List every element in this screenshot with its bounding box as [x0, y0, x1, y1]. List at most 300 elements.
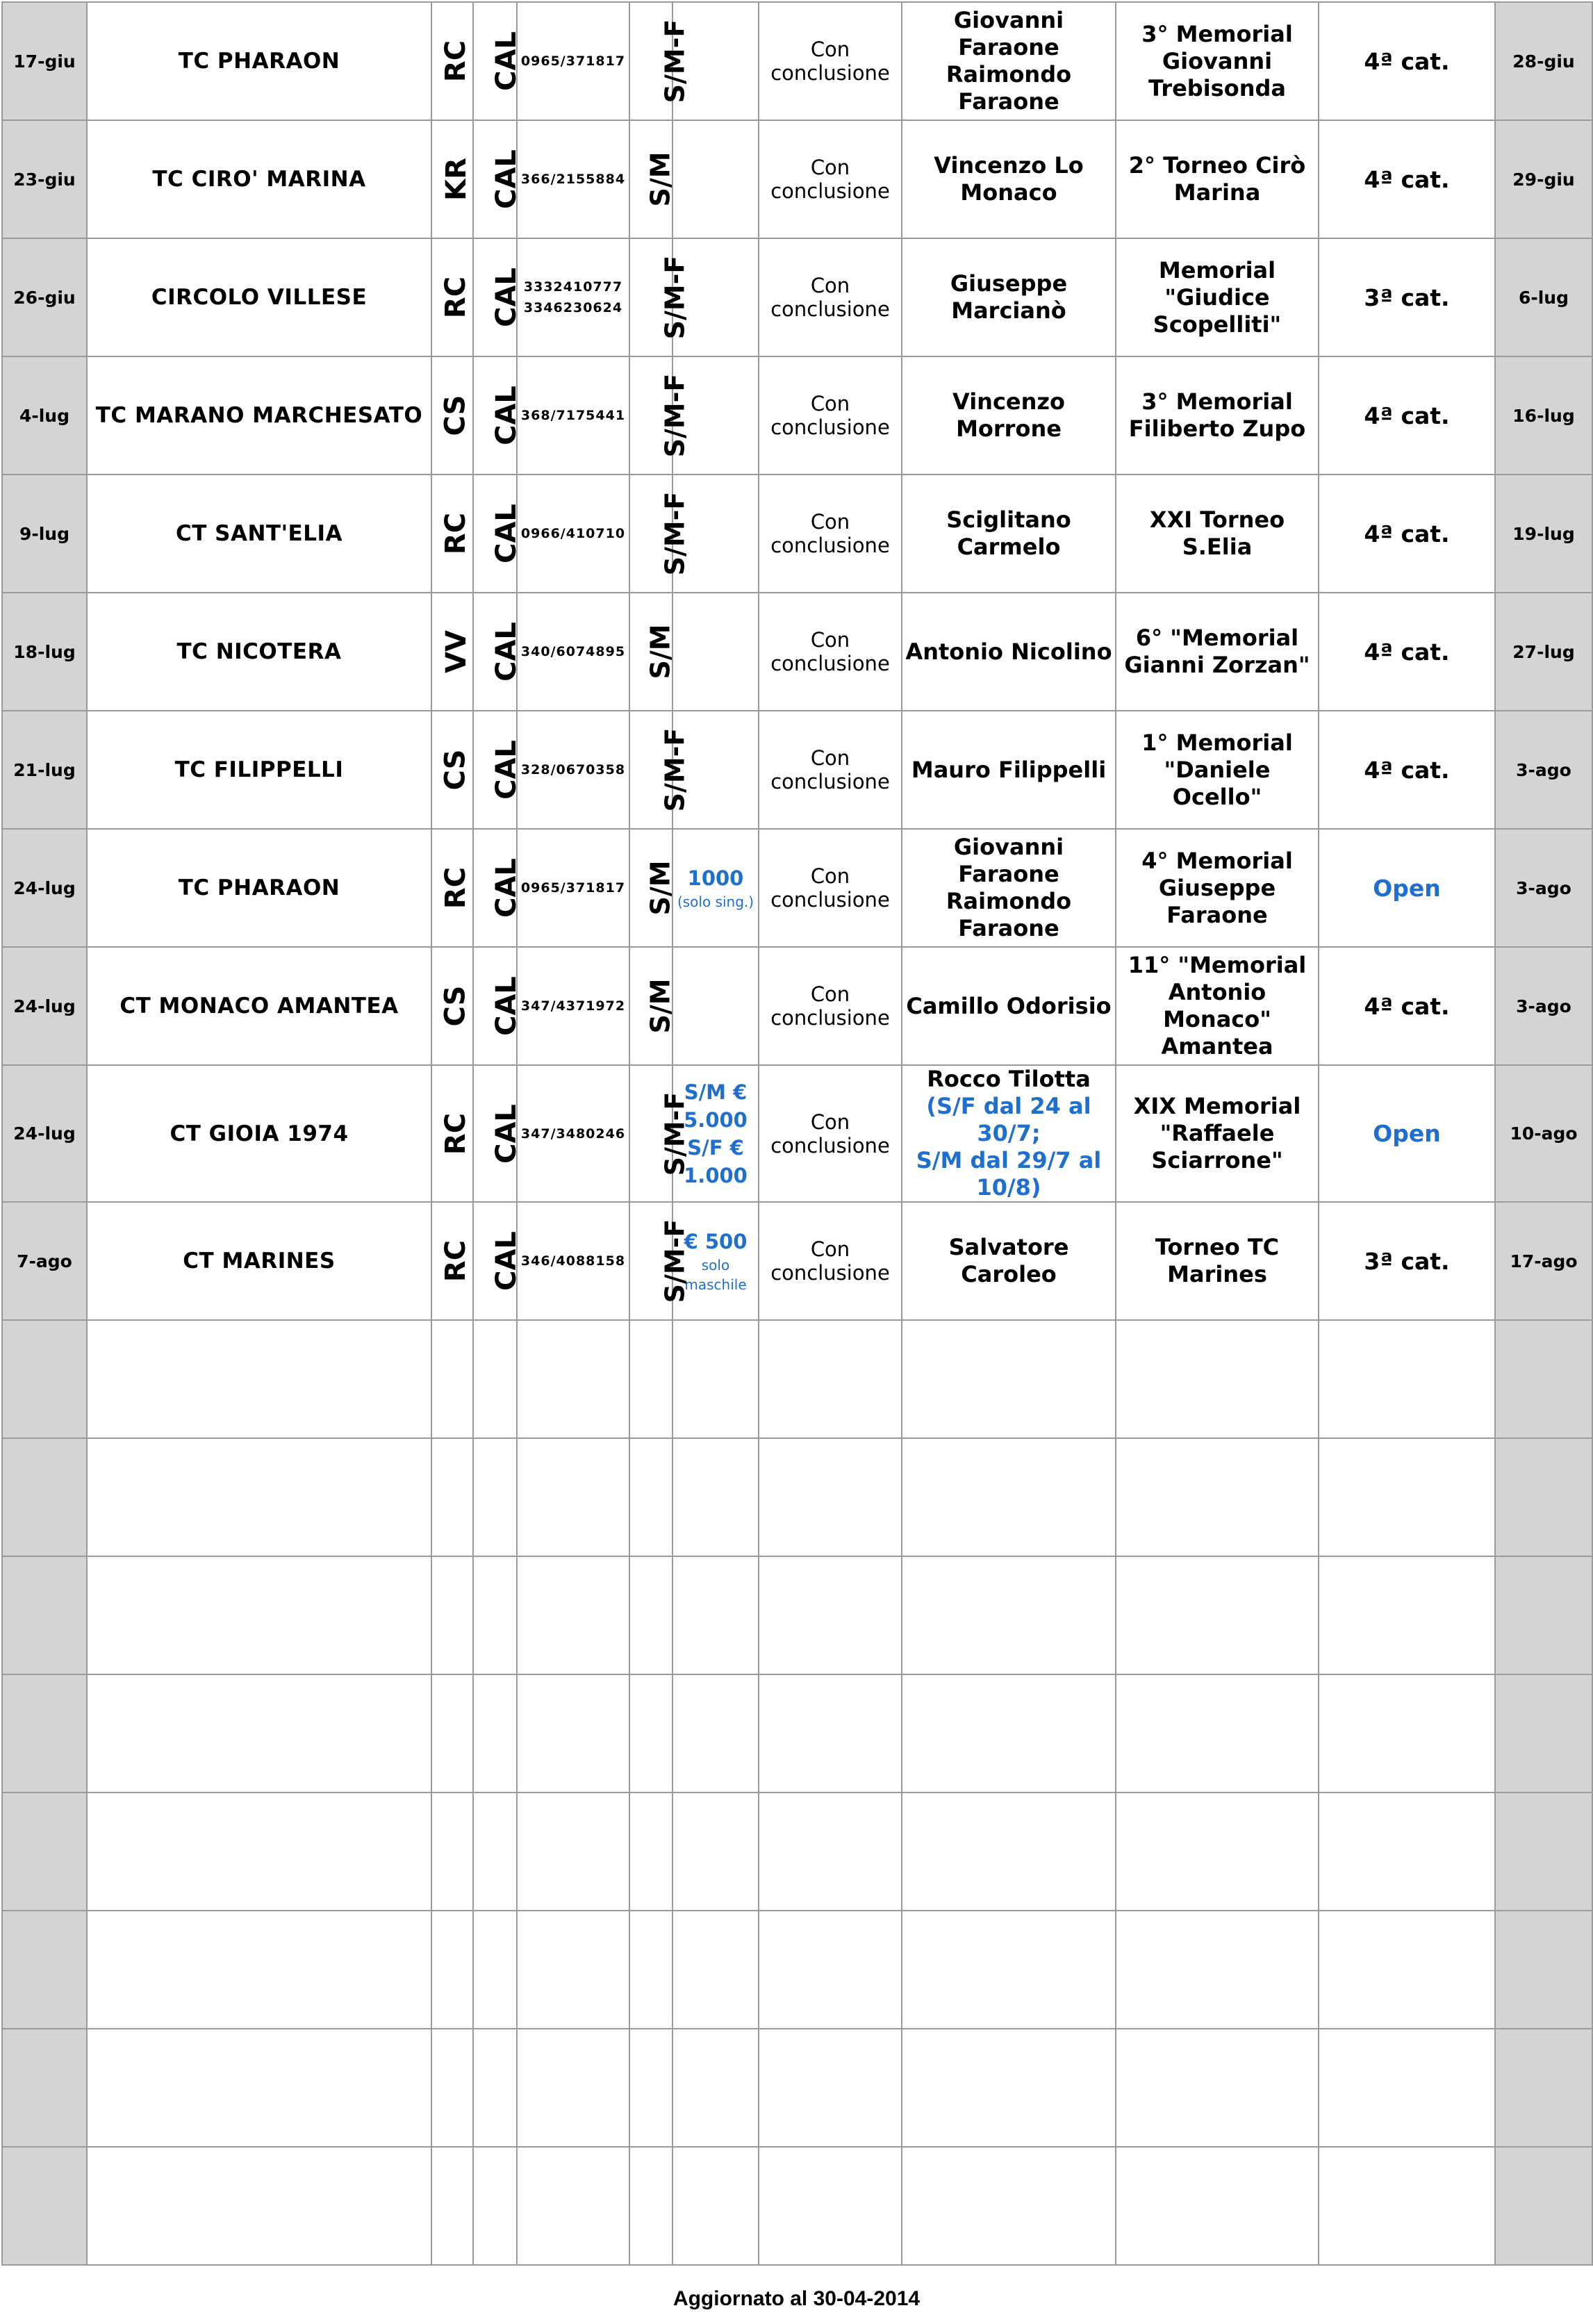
- end-date-cell: [1495, 1556, 1592, 1674]
- table-row: [2, 1202, 1592, 1320]
- province-cell: [431, 238, 473, 356]
- table-row: [2, 1556, 1592, 1674]
- category-label: S/M: [645, 151, 676, 207]
- start-date-cell: 7-ago: [2, 1202, 87, 1320]
- tournament-title-cell: [1116, 1202, 1319, 1320]
- category-label: S/M-F: [659, 491, 691, 576]
- category-label: S/M-F: [659, 373, 691, 458]
- phone-cell: [517, 1438, 629, 1556]
- table-row: [2, 711, 1592, 829]
- category-label: S/M-F: [659, 19, 691, 104]
- category-cell: [629, 1911, 672, 2029]
- referee-line: Raimondo Faraone: [946, 61, 1072, 115]
- tournament-title-cell: [1116, 593, 1319, 711]
- format-cell: [759, 1556, 902, 1674]
- referee-cell: [902, 1556, 1116, 1674]
- club-name-cell: [87, 2029, 431, 2147]
- tournament-title-cell: [1116, 829, 1319, 947]
- province-cell: [431, 593, 473, 711]
- category-cell: [629, 1556, 672, 1674]
- level-cell: 4ª cat.: [1319, 2, 1495, 120]
- end-date-cell: 3-ago: [1495, 947, 1592, 1065]
- referee-cell: [902, 1320, 1116, 1438]
- start-date-cell: 24-lug: [2, 1065, 87, 1202]
- prize-cell: [672, 1793, 759, 1911]
- tournament-title-line: Memorial: [1158, 256, 1276, 283]
- tournament-table: [1, 1, 1593, 2266]
- tournament-rows: [2, 2, 1592, 2265]
- format-cell: [759, 1438, 902, 1556]
- province-cell: [431, 711, 473, 829]
- format-line: Con: [810, 510, 850, 534]
- start-date-cell: [2, 1674, 87, 1793]
- region-cell: [473, 475, 522, 593]
- referee-cell: [902, 238, 1116, 356]
- format-cell: [759, 1202, 902, 1320]
- end-date-cell: 3-ago: [1495, 711, 1592, 829]
- start-date-cell: [2, 1438, 87, 1556]
- tournament-title-line: Amantea: [1161, 1033, 1273, 1060]
- tournament-title-cell: [1116, 2029, 1319, 2147]
- end-date-cell: 10-ago: [1495, 1065, 1592, 1202]
- level-cell: [1319, 1438, 1495, 1556]
- region-label: CAL: [490, 1231, 522, 1291]
- format-line: Con: [810, 38, 850, 61]
- table-row: [2, 2, 1592, 120]
- category-cell: [629, 120, 676, 238]
- format-cell: [759, 1793, 902, 1911]
- province-label: KR: [440, 158, 472, 201]
- region-label: CAL: [490, 386, 522, 445]
- province-cell: [431, 475, 473, 593]
- tournament-title-line: 1° Memorial: [1141, 729, 1293, 756]
- region-cell: [473, 1793, 517, 1911]
- province-cell: [431, 1320, 473, 1438]
- category-cell: [629, 711, 691, 829]
- region-label: CAL: [490, 504, 522, 563]
- tournament-title-line: Sciarrone": [1151, 1147, 1283, 1173]
- province-label: CS: [439, 395, 472, 436]
- format-cell: [759, 2147, 902, 2265]
- referee-line: Vincenzo Lo: [934, 152, 1084, 179]
- phone-cell: [517, 1320, 629, 1438]
- phone-cell: [517, 1065, 629, 1202]
- tournament-title-line: Filiberto Zupo: [1128, 415, 1306, 442]
- format-line: conclusione: [770, 1133, 890, 1157]
- prize-line: S/M €: [684, 1080, 748, 1104]
- region-cell: [473, 2147, 517, 2265]
- region-cell: [473, 2, 522, 120]
- phone-line: 366/2155884: [520, 172, 626, 187]
- start-date-cell: 18-lug: [2, 593, 87, 711]
- tournament-title-line: Torneo TC Marines: [1155, 1234, 1280, 1287]
- club-name-cell: CT MONACO AMANTEA: [87, 947, 431, 1065]
- referee-cell: [902, 1793, 1116, 1911]
- province-label: CS: [439, 749, 472, 791]
- province-cell: [431, 1438, 473, 1556]
- referee-cell: [902, 2029, 1116, 2147]
- prize-cell: [672, 1674, 759, 1793]
- prize-line: S/F €: [687, 1135, 744, 1160]
- club-name-cell: [87, 1556, 431, 1674]
- referee-cell: [902, 1674, 1116, 1793]
- tournament-title-line: Giuseppe Faraone: [1158, 874, 1276, 928]
- format-cell: [759, 947, 902, 1065]
- category-label: S/M: [645, 978, 676, 1034]
- phone-cell: [517, 120, 629, 238]
- end-date-cell: 17-ago: [1495, 1202, 1592, 1320]
- referee-cell: [902, 1438, 1116, 1556]
- tournament-title-cell: [1116, 711, 1319, 829]
- phone-cell: [517, 1556, 629, 1674]
- table-row: [2, 1674, 1592, 1793]
- end-date-cell: 3-ago: [1495, 829, 1592, 947]
- tournament-title-cell: [1116, 2147, 1319, 2265]
- prize-note: solo maschile: [684, 1257, 747, 1293]
- province-label: RC: [440, 40, 472, 83]
- last-updated-note: Aggiornato al 30-04-2014: [672, 2287, 921, 2310]
- phone-cell: [517, 2147, 629, 2265]
- tournament-title-line: 4° Memorial: [1141, 847, 1293, 874]
- referee-line: Mauro Filippelli: [911, 756, 1107, 783]
- category-label: S/M-F: [659, 255, 691, 340]
- format-line: conclusione: [770, 888, 890, 912]
- format-line: conclusione: [770, 534, 890, 557]
- phone-cell: [517, 1674, 629, 1793]
- start-date-cell: 9-lug: [2, 475, 87, 593]
- table-row: [2, 475, 1592, 593]
- phone-line: 346/4088158: [520, 1253, 626, 1269]
- category-cell: [629, 1793, 672, 1911]
- referee-line: Camillo Odorisio: [906, 992, 1112, 1019]
- level-cell: Open: [1319, 1065, 1495, 1202]
- format-cell: [759, 2029, 902, 2147]
- province-cell: [431, 1202, 473, 1320]
- province-label: VV: [440, 630, 472, 673]
- start-date-cell: 24-lug: [2, 947, 87, 1065]
- category-label: S/M-F: [659, 727, 691, 812]
- format-cell: [759, 2, 902, 120]
- start-date-cell: [2, 2029, 87, 2147]
- region-cell: [473, 1911, 517, 2029]
- level-cell: 4ª cat.: [1319, 593, 1495, 711]
- table-row: [2, 1320, 1592, 1438]
- tournament-title-line: "Raffaele: [1159, 1120, 1275, 1146]
- tournament-title-line: XXI Torneo S.Elia: [1149, 506, 1285, 560]
- referee-cell: [902, 829, 1116, 947]
- prize-cell: [672, 2029, 759, 2147]
- category-cell: [629, 2, 691, 120]
- end-date-cell: [1495, 1320, 1592, 1438]
- referee-line: Salvatore Caroleo: [948, 1234, 1069, 1287]
- province-label: RC: [440, 512, 472, 555]
- region-cell: [473, 829, 522, 947]
- club-name-cell: CT MARINES: [87, 1202, 431, 1320]
- tournament-title-line: 11° "Memorial: [1128, 952, 1307, 978]
- format-cell: [759, 356, 902, 475]
- club-name-cell: [87, 1674, 431, 1793]
- category-cell: [629, 2029, 672, 2147]
- region-cell: [473, 1202, 522, 1320]
- region-label: CAL: [490, 622, 522, 682]
- province-cell: [431, 120, 473, 238]
- level-cell: [1319, 2147, 1495, 2265]
- tournament-title-cell: [1116, 1674, 1319, 1793]
- club-name-cell: CIRCOLO VILLESE: [87, 238, 431, 356]
- club-name-cell: TC FILIPPELLI: [87, 711, 431, 829]
- tournament-title-cell: [1116, 356, 1319, 475]
- level-cell: Open: [1319, 829, 1495, 947]
- region-cell: [473, 238, 522, 356]
- end-date-cell: 19-lug: [1495, 475, 1592, 593]
- tournament-title-cell: [1116, 1065, 1319, 1202]
- level-cell: [1319, 1320, 1495, 1438]
- tournament-title-cell: [1116, 947, 1319, 1065]
- table-row: [2, 947, 1592, 1065]
- phone-line: 347/3480246: [520, 1126, 626, 1142]
- end-date-cell: 29-giu: [1495, 120, 1592, 238]
- table-row: [2, 829, 1592, 947]
- referee-cell: [902, 593, 1116, 711]
- province-label: RC: [440, 866, 472, 909]
- table-row: [2, 593, 1592, 711]
- format-line: Con: [810, 628, 850, 652]
- referee-line: Raimondo Faraone: [946, 888, 1072, 941]
- format-cell: [759, 711, 902, 829]
- tournament-title-cell: [1116, 1556, 1319, 1674]
- end-date-cell: 16-lug: [1495, 356, 1592, 475]
- format-cell: [759, 1911, 902, 2029]
- format-line: conclusione: [770, 1006, 890, 1030]
- start-date-cell: [2, 1793, 87, 1911]
- referee-cell: [902, 2147, 1116, 2265]
- format-line: Con: [810, 1237, 850, 1261]
- format-cell: [759, 475, 902, 593]
- start-date-cell: [2, 1556, 87, 1674]
- category-cell: [629, 475, 691, 593]
- region-cell: [473, 1438, 517, 1556]
- region-cell: [473, 2029, 517, 2147]
- end-date-cell: [1495, 1911, 1592, 2029]
- club-name-cell: CT SANT'ELIA: [87, 475, 431, 593]
- referee-cell: [902, 120, 1116, 238]
- end-date-cell: [1495, 2029, 1592, 2147]
- prize-line: 1.000: [684, 1163, 748, 1187]
- referee-line: Marcianò: [951, 297, 1066, 324]
- phone-cell: [517, 475, 629, 593]
- referee-line: Monaco: [960, 179, 1057, 206]
- phone-cell: [517, 947, 629, 1065]
- format-line: Con: [810, 746, 850, 770]
- referee-cell: [902, 947, 1116, 1065]
- club-name-cell: TC MARANO MARCHESATO: [87, 356, 431, 475]
- start-date-cell: 17-giu: [2, 2, 87, 120]
- tournament-title-line: Antonio Monaco": [1163, 979, 1271, 1032]
- region-label: CAL: [490, 149, 522, 209]
- region-cell: [473, 1556, 517, 1674]
- start-date-cell: [2, 2147, 87, 2265]
- tournament-title-cell: [1116, 1320, 1319, 1438]
- table-row: [2, 1793, 1592, 1911]
- end-date-cell: [1495, 1793, 1592, 1911]
- level-cell: [1319, 1556, 1495, 1674]
- tournament-title-line: Gianni Zorzan": [1124, 652, 1310, 678]
- category-cell: [629, 1674, 672, 1793]
- region-cell: [473, 1065, 522, 1202]
- end-date-cell: 27-lug: [1495, 593, 1592, 711]
- format-cell: [759, 1065, 902, 1202]
- phone-cell: [517, 829, 629, 947]
- phone-line: 3332410777: [523, 279, 623, 295]
- prize-cell: [672, 1556, 759, 1674]
- format-line: Con: [810, 1110, 850, 1134]
- category-label: S/M-F: [659, 1091, 691, 1176]
- region-cell: [473, 593, 522, 711]
- end-date-cell: [1495, 1438, 1592, 1556]
- phone-cell: [517, 2029, 629, 2147]
- region-label: CAL: [490, 31, 522, 91]
- tournament-title-cell: [1116, 2, 1319, 120]
- end-date-cell: 28-giu: [1495, 2, 1592, 120]
- table-row: [2, 2147, 1592, 2265]
- region-cell: [473, 356, 522, 475]
- level-cell: [1319, 2029, 1495, 2147]
- referee-cell: [902, 711, 1116, 829]
- end-date-cell: [1495, 1674, 1592, 1793]
- tournament-title-cell: [1116, 1911, 1319, 2029]
- referee-note-line: 10/8): [976, 1174, 1041, 1201]
- category-label: S/M: [645, 860, 676, 916]
- category-label: S/M-F: [659, 1219, 691, 1303]
- prize-cell: [672, 829, 759, 947]
- club-name-cell: TC PHARAON: [87, 829, 431, 947]
- region-label: CAL: [490, 740, 522, 800]
- referee-cell: [902, 1202, 1116, 1320]
- format-line: conclusione: [770, 415, 890, 439]
- phone-line: 0966/410710: [520, 526, 626, 541]
- province-label: CS: [439, 985, 472, 1027]
- prize-cell: [672, 1438, 759, 1556]
- format-line: Con: [810, 392, 850, 415]
- phone-line: 3346230624: [523, 300, 623, 315]
- tournament-title-line: "Giudice: [1164, 283, 1270, 311]
- phone-cell: [517, 1793, 629, 1911]
- referee-cell: [902, 475, 1116, 593]
- phone-line: 347/4371972: [520, 998, 626, 1014]
- format-line: conclusione: [770, 652, 890, 675]
- club-name-cell: TC NICOTERA: [87, 593, 431, 711]
- level-cell: 4ª cat.: [1319, 120, 1495, 238]
- prize-line: 5.000: [684, 1107, 748, 1132]
- prize-cell: [672, 947, 759, 1065]
- province-cell: [431, 2, 473, 120]
- format-line: conclusione: [770, 297, 890, 321]
- province-cell: [431, 1911, 473, 2029]
- category-cell: [629, 829, 676, 947]
- tournament-title-cell: [1116, 1793, 1319, 1911]
- region-cell: [473, 1320, 517, 1438]
- club-name-cell: [87, 1793, 431, 1911]
- tournament-title-line: Scopelliti": [1153, 311, 1282, 338]
- referee-line: Rocco Tilotta: [927, 1066, 1091, 1092]
- prize-cell: [672, 1911, 759, 2029]
- category-cell: [629, 1438, 672, 1556]
- level-cell: [1319, 1674, 1495, 1793]
- phone-cell: [517, 711, 629, 829]
- province-cell: [431, 947, 473, 1065]
- phone-line: 0965/371817: [520, 880, 626, 896]
- table-row: [2, 120, 1592, 238]
- format-cell: [759, 238, 902, 356]
- format-cell: [759, 593, 902, 711]
- category-cell: [629, 2147, 672, 2265]
- referee-line: Sciglitano Carmelo: [946, 506, 1071, 560]
- format-line: Con: [810, 864, 850, 888]
- level-cell: 3ª cat.: [1319, 238, 1495, 356]
- start-date-cell: 23-giu: [2, 120, 87, 238]
- club-name-cell: [87, 1911, 431, 2029]
- referee-line: Antonio Nicolino: [905, 638, 1112, 665]
- tournament-title-line: XIX Memorial: [1133, 1093, 1301, 1119]
- category-cell: [629, 593, 676, 711]
- table-row: [2, 238, 1592, 356]
- tournament-title-line: 3° Memorial: [1141, 388, 1293, 415]
- phone-cell: [517, 356, 629, 475]
- club-name-cell: [87, 2147, 431, 2265]
- phone-cell: [517, 238, 629, 356]
- tournament-title-line: Trebisonda: [1148, 74, 1286, 101]
- province-cell: [431, 829, 473, 947]
- level-cell: 3ª cat.: [1319, 1202, 1495, 1320]
- phone-cell: [517, 2, 629, 120]
- region-label: CAL: [490, 858, 522, 918]
- referee-line: Giovanni Faraone: [953, 834, 1064, 887]
- phone-line: 328/0670358: [520, 762, 626, 777]
- prize-cell: [672, 120, 759, 238]
- province-label: RC: [440, 1239, 472, 1283]
- format-line: Con: [810, 156, 850, 179]
- region-cell: [473, 120, 522, 238]
- region-label: CAL: [490, 267, 522, 327]
- phone-cell: [517, 1202, 629, 1320]
- referee-cell: [902, 1065, 1116, 1202]
- tournament-title-line: Giovanni: [1162, 47, 1273, 74]
- club-name-cell: TC CIRO' MARINA: [87, 120, 431, 238]
- club-name-cell: TC PHARAON: [87, 2, 431, 120]
- club-name-cell: [87, 1320, 431, 1438]
- phone-line: 340/6074895: [520, 644, 626, 659]
- province-label: RC: [440, 1112, 472, 1155]
- start-date-cell: 24-lug: [2, 829, 87, 947]
- category-cell: [629, 1065, 691, 1202]
- prize-cell: [672, 1320, 759, 1438]
- prize-cell: [672, 2147, 759, 2265]
- tournament-title-cell: [1116, 238, 1319, 356]
- province-cell: [431, 2029, 473, 2147]
- end-date-cell: 6-lug: [1495, 238, 1592, 356]
- phone-cell: [517, 1911, 629, 2029]
- prize-line: € 500: [684, 1230, 748, 1253]
- province-cell: [431, 2147, 473, 2265]
- region-label: CAL: [490, 976, 522, 1036]
- tournament-title-cell: [1116, 120, 1319, 238]
- format-line: Con: [810, 982, 850, 1006]
- phone-cell: [517, 593, 629, 711]
- level-cell: 4ª cat.: [1319, 356, 1495, 475]
- start-date-cell: 21-lug: [2, 711, 87, 829]
- referee-note-line: (S/F dal 24 al 30/7;: [926, 1093, 1091, 1146]
- end-date-cell: [1495, 2147, 1592, 2265]
